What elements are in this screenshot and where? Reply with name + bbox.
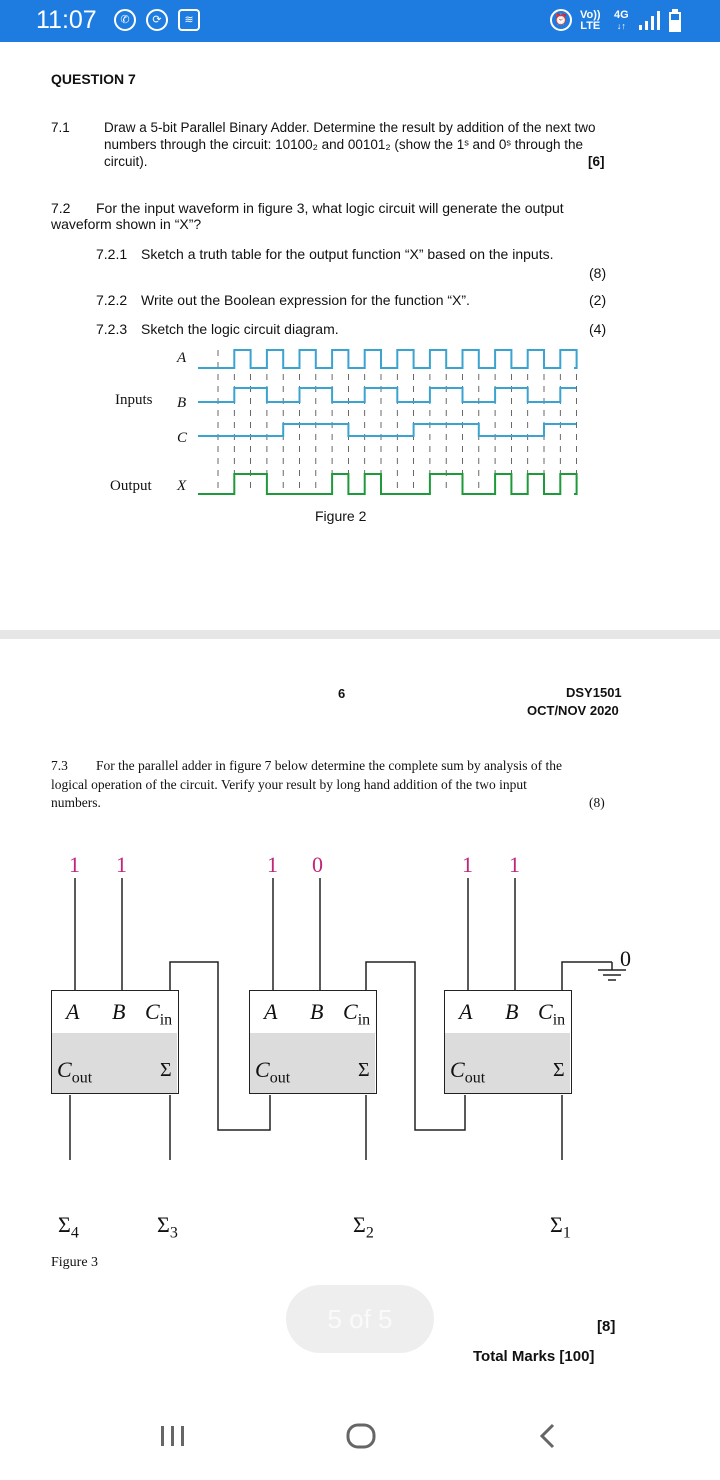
adder-msb-pin-cout [57,1057,92,1087]
sum1-subscript: 1 [562,1224,571,1242]
wave-label-a: A [177,350,187,366]
sum1-symbol: Σ [550,1212,563,1237]
q73-line3: numbers. [51,795,101,810]
battery-icon [668,9,682,33]
adder1-input-a: 1 [69,852,80,877]
wave-label-output: Output [110,478,152,494]
adder-mid-pin-a [264,999,277,1025]
adder3-input-a: 1 [462,852,473,877]
adder3-input-b: 1 [509,852,520,877]
status-time: 11:07 [36,6,97,34]
alarm-icon: ⏰ [550,9,572,31]
figure2-caption: Figure 2 [315,508,367,524]
adder-lsb-pin-cin-sub: in [552,1011,566,1029]
q722-marks: (2) [589,292,607,308]
q721-number: 7.2.1 [96,246,128,262]
wave-label-c: C [177,430,188,446]
adder-mid-pin-a-text: A [264,999,278,1024]
adder-msb-pin-sum: Σ [160,1059,172,1081]
adder-msb-pin-a [66,999,79,1025]
adder-msb-pin-cin [145,999,172,1029]
q72-line2: waveform shown in “X”? [51,216,202,232]
home-button[interactable] [344,1422,378,1450]
back-button[interactable] [536,1422,560,1450]
adder-mid-pin-sum: Σ [358,1059,370,1081]
adder-mid-pin-cout-text: C [255,1057,270,1082]
q721-marks: (8) [589,265,607,281]
q72-number: 7.2 [51,200,71,216]
sum2-label [353,1212,374,1242]
adder-msb-pin-cout-text: C [57,1057,72,1082]
network-label: 4G [614,9,629,21]
course-code: DSY1501 [566,685,622,700]
sum3-subscript: 3 [169,1224,178,1242]
sum4-label [58,1212,79,1242]
q71-line1: Draw a 5-bit Parallel Binary Adder. Determine the result by addition of the next two [104,120,596,135]
waveform-timing-gridlines [218,350,577,494]
adder-msb-block [51,990,179,1094]
q73-line1: For the parallel adder in figure 7 below determine the complete sum by analysis of the [96,758,562,773]
q71-marks: [6] [588,154,605,169]
sum2-subscript: 2 [365,1224,374,1242]
adder-lsb-pin-b [505,999,518,1025]
waveform-a [198,350,577,368]
sum3-label [157,1212,178,1242]
wave-label-b: B [177,395,187,411]
wifi-calling-icon: ≋ [178,9,200,31]
adder-mid-block [249,990,377,1094]
sum3-symbol: Σ [157,1212,170,1237]
q71-line2: numbers through the circuit: 10100₂ and 00101₂ (show the 1ˢ and 0ˢ through the [104,137,583,152]
sum2-symbol: Σ [353,1212,366,1237]
q722-text: Write out the Boolean expression for the function “X”. [141,292,470,308]
q722-number: 7.2.2 [96,292,128,308]
q721-text: Sketch a truth table for the output function “X” based on the inputs. [141,246,554,262]
adder-mid-pin-cin-text: C [343,999,358,1024]
adder-msb-pin-cin-text: C [145,999,160,1024]
page-number: 6 [338,686,346,701]
total-marks: Total Marks [100] [473,1348,595,1365]
carry-in-value: 0 [620,946,631,971]
question-title: QUESTION 7 [51,71,136,87]
adder-lsb-pin-cout-sub: out [464,1069,486,1087]
adder-lsb-pin-cin-text: C [538,999,553,1024]
whatsapp-icon: ✆ [114,9,136,31]
adder1-input-b: 1 [116,852,127,877]
adder-lsb-pin-cin [538,999,565,1029]
adder2-input-b: 0 [312,852,323,877]
sum1-label [550,1212,571,1242]
adder-lsb-block [444,990,572,1094]
network-type [614,10,629,32]
figure3-caption: Figure 3 [51,1255,99,1270]
adder-msb-pin-b [112,999,125,1025]
adder-mid-pin-cout [255,1057,290,1087]
lte-label: LTE [580,20,601,32]
q73-number: 7.3 [51,758,68,773]
q723-number: 7.2.3 [96,321,128,337]
sum4-subscript: 4 [70,1224,79,1242]
adder-msb-pin-b-text: B [112,999,126,1024]
sync-app-icon: ⟳ [146,9,168,31]
adder-lsb-pin-sum: Σ [553,1059,565,1081]
data-arrows: ↓↑ [616,21,626,31]
waveform-b [198,388,577,402]
adder-lsb-pin-cout [450,1057,485,1087]
waveform-diagram [0,340,720,500]
wave-label-inputs: Inputs [115,392,153,408]
wave-label-x: X [177,478,187,494]
adder-mid-pin-cin-sub: in [357,1011,371,1029]
q73-marks: (8) [589,795,605,810]
q73-line2: logical operation of the circuit. Verify your result by long hand addition of the two input [51,777,527,792]
q723-marks: (4) [589,321,607,337]
exam-session: OCT/NOV 2020 [527,703,619,718]
q72-line1: For the input waveform in figure 3, what logic circuit will generate the output [96,200,564,216]
adder-lsb-pin-a-text: A [459,999,473,1024]
adder-lsb-pin-cout-text: C [450,1057,465,1082]
adder-msb-pin-a-text: A [66,999,80,1024]
q71-number: 7.1 [51,120,70,135]
adder-mid-pin-cin [343,999,370,1029]
adder-lsb-pin-a [459,999,472,1025]
waveform-c [198,424,577,436]
adder-mid-pin-b [310,999,323,1025]
volte-label: Vo)) [580,9,601,21]
adder-lsb-pin-b-text: B [505,999,519,1024]
page-divider [0,630,720,639]
adder2-input-a: 1 [267,852,278,877]
waveform-output-x [198,474,577,494]
q71-text [104,119,624,170]
adder-msb-pin-cout-sub: out [71,1069,93,1087]
sum4-symbol: Σ [58,1212,71,1237]
q723-text: Sketch the logic circuit diagram. [141,321,339,337]
page-indicator[interactable]: 5 of 5 [286,1285,434,1353]
q71-line3: circuit). [104,154,148,169]
signal-icon [637,11,661,31]
volte-indicator [580,10,601,32]
adder-mid-pin-cout-sub: out [269,1069,291,1087]
adder-msb-pin-cin-sub: in [159,1011,173,1029]
status-bar [0,0,720,42]
q73-total-marks: [8] [597,1318,616,1335]
recent-apps-button[interactable] [158,1424,188,1448]
adder-mid-pin-b-text: B [310,999,324,1024]
